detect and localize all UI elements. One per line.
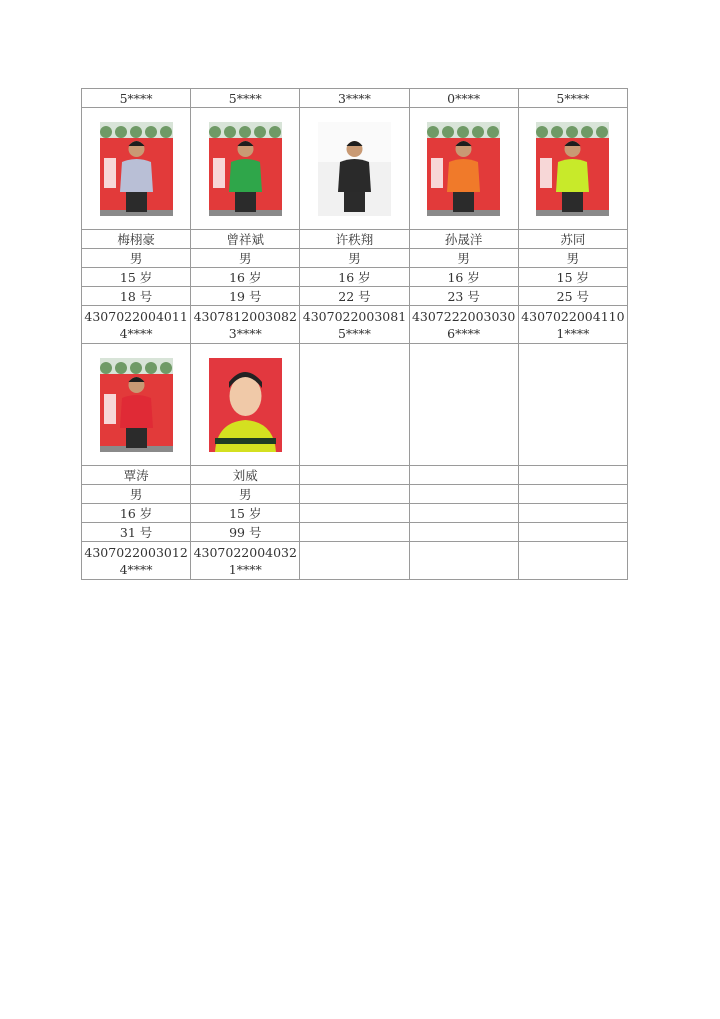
player-number: 31 号 xyxy=(82,523,191,542)
empty-cell xyxy=(300,504,409,523)
empty-cell xyxy=(300,466,409,485)
player-age: 15 岁 xyxy=(82,268,191,287)
name-row xyxy=(82,466,628,485)
gender-row xyxy=(82,485,628,504)
empty-cell xyxy=(300,523,409,542)
photo-cell xyxy=(409,108,518,230)
photo-cell xyxy=(82,344,191,466)
player-code: 5**** xyxy=(82,89,191,108)
number-row xyxy=(82,287,628,306)
id-line-1: 4307022004110 xyxy=(521,308,625,324)
player-gender: 男 xyxy=(409,249,518,268)
id-line-1: 4307222003030 xyxy=(411,308,516,324)
player-name: 苏同 xyxy=(518,230,627,249)
player-number: 19 号 xyxy=(191,287,300,306)
player-roster-table xyxy=(81,88,628,580)
player-id xyxy=(82,542,191,580)
number-row xyxy=(82,523,628,542)
code-row xyxy=(82,89,628,108)
player-gender: 男 xyxy=(300,249,409,268)
gender-row xyxy=(82,249,628,268)
id-row xyxy=(82,542,628,580)
player-id xyxy=(518,306,627,344)
empty-cell xyxy=(518,542,627,580)
player-gender: 男 xyxy=(518,249,627,268)
empty-cell xyxy=(518,466,627,485)
player-name: 覃涛 xyxy=(82,466,191,485)
id-line-2: 1**** xyxy=(228,561,262,577)
player-age: 15 岁 xyxy=(191,504,300,523)
empty-cell xyxy=(409,485,518,504)
player-name: 刘威 xyxy=(191,466,300,485)
photo-cell xyxy=(300,108,409,230)
age-row xyxy=(82,504,628,523)
id-line-1: 4307022004011 xyxy=(84,308,188,324)
empty-cell xyxy=(518,504,627,523)
player-age: 16 岁 xyxy=(82,504,191,523)
photo-cell xyxy=(82,108,191,230)
player-gender: 男 xyxy=(191,485,300,504)
player-code: 3**** xyxy=(300,89,409,108)
player-photo xyxy=(100,358,173,452)
id-line-1: 4307812003082 xyxy=(193,308,297,324)
player-photo xyxy=(318,122,391,216)
player-age: 16 岁 xyxy=(191,268,300,287)
empty-cell xyxy=(409,504,518,523)
player-age: 15 岁 xyxy=(518,268,627,287)
id-line-1: 4307022003012 xyxy=(84,544,188,560)
empty-cell xyxy=(300,542,409,580)
empty-cell xyxy=(518,523,627,542)
player-age: 16 岁 xyxy=(300,268,409,287)
empty-cell xyxy=(409,542,518,580)
empty-cell xyxy=(409,523,518,542)
empty-cell xyxy=(300,485,409,504)
player-number: 18 号 xyxy=(82,287,191,306)
id-line-2: 3**** xyxy=(228,325,262,341)
id-line-2: 5**** xyxy=(337,325,371,341)
name-row xyxy=(82,230,628,249)
player-id xyxy=(191,542,300,580)
player-name: 梅栩豪 xyxy=(82,230,191,249)
player-name: 孙晟洋 xyxy=(409,230,518,249)
id-row xyxy=(82,306,628,344)
id-line-2: 1**** xyxy=(556,325,590,341)
photo-row xyxy=(82,344,628,466)
photo-cell xyxy=(191,344,300,466)
photo-cell xyxy=(518,108,627,230)
player-gender: 男 xyxy=(82,485,191,504)
player-photo xyxy=(100,122,173,216)
player-code: 5**** xyxy=(191,89,300,108)
player-photo xyxy=(536,122,609,216)
player-id xyxy=(191,306,300,344)
player-number: 23 号 xyxy=(409,287,518,306)
id-line-2: 4**** xyxy=(119,561,153,577)
photo-cell xyxy=(191,108,300,230)
player-age: 16 岁 xyxy=(409,268,518,287)
age-row xyxy=(82,268,628,287)
player-code: 5**** xyxy=(518,89,627,108)
player-name: 许秩翔 xyxy=(300,230,409,249)
player-name: 曾祥斌 xyxy=(191,230,300,249)
player-number: 99 号 xyxy=(191,523,300,542)
id-line-1: 4307022004032 xyxy=(193,544,297,560)
player-id xyxy=(300,306,409,344)
player-number: 25 号 xyxy=(518,287,627,306)
empty-cell xyxy=(518,485,627,504)
empty-cell xyxy=(300,344,409,466)
empty-cell xyxy=(518,344,627,466)
player-number: 22 号 xyxy=(300,287,409,306)
player-id xyxy=(82,306,191,344)
player-code: 0**** xyxy=(409,89,518,108)
photo-row xyxy=(82,108,628,230)
player-photo xyxy=(427,122,500,216)
player-gender: 男 xyxy=(191,249,300,268)
empty-cell xyxy=(409,344,518,466)
player-id xyxy=(409,306,518,344)
player-gender: 男 xyxy=(82,249,191,268)
player-photo xyxy=(209,122,282,216)
id-line-2: 6**** xyxy=(447,325,481,341)
player-photo xyxy=(209,358,282,452)
id-line-1: 4307022003081 xyxy=(302,308,407,324)
empty-cell xyxy=(409,466,518,485)
id-line-2: 4**** xyxy=(119,325,153,341)
